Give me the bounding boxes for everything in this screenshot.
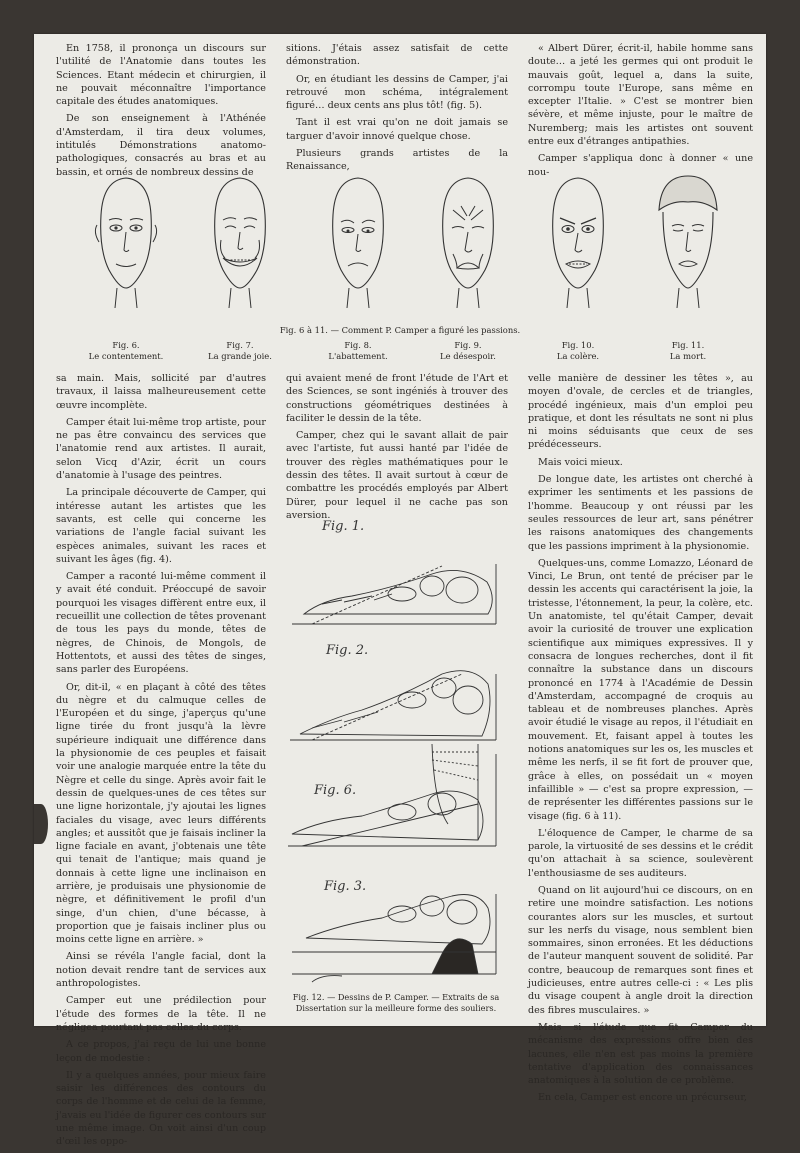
top-column-2 <box>286 42 508 178</box>
feet-caption: Fig. 12. — Dessins de P. Camper. — Extraits de sa Dissertation sur la meilleure forme des souliers. <box>292 992 500 1013</box>
top-column-3 <box>528 42 753 183</box>
face-colere-illustration <box>530 170 626 310</box>
paper-tear <box>34 804 48 844</box>
passions-figure <box>34 170 766 370</box>
paragraph: sa main. Mais, sollicité par d'autres travaux, il laissa malheureusement cette œuvre incomplète. <box>56 373 266 411</box>
face-mort-illustration <box>640 170 736 310</box>
face-desespoir-illustration <box>420 170 516 310</box>
paragraph: « Albert Dürer, écrit-il, habile homme sans doute… a jeté les germes qui ont produit le mauvais goût, lequel a, dans la suite, corrompu toute l'Europe, sans même en excepter l'Italie. » C'est se montrer bien sévère, et même injuste, pour le maître de Nuremberg; mais les artistes ont souvent entre eux d'étranges antipathies. <box>528 43 753 148</box>
paragraph: L'éloquence de Camper, le charme de sa parole, la virtuosité de ses dessins et le crédit qu'on attachait à sa science, soulevèrent l'enthousiasme de ses auditeurs. <box>528 827 753 879</box>
paragraph: A ce propos, j'ai reçu de lui une bonne leçon de modestie : <box>56 1039 266 1064</box>
face-abattement-illustration <box>310 170 406 310</box>
face-label: Fig. 10. La colère. <box>556 340 600 361</box>
foot-diagram-1 <box>292 564 496 624</box>
newspaper-page <box>34 34 766 1148</box>
face-label: Fig. 6. Le contentement. <box>88 340 164 361</box>
paragraph: De longue date, les artistes ont cherché à exprimer les sentiments et les passions de l'homme. Beaucoup y ont réussi par les seules ressources de leur art, sans pénétrer les raisons anatomiques des changements que les passions impriment à la physionomie. <box>528 474 753 552</box>
paragraph: Camper était lui-même trop artiste, pour ne pas être convaincu des services que l'anatomie rend aux artistes. Il aurait, selon Vicq d'Azir, écrit un cours d'anatomie à l'usage des peintres. <box>56 416 266 482</box>
paragraph: De son enseignement à l'Athénée d'Amsterdam, il tira deux volumes, intitulés Démonstrations anatomo-pathologiques, consacrés au bras et au bassin, et ornés de nombreux dessins de <box>56 113 266 178</box>
feet-skeleton-figure <box>282 504 512 990</box>
face-label: Fig. 7. La grande joie. <box>208 340 272 361</box>
fig-label: Fig. 2. <box>326 643 369 658</box>
passions-caption: Fig. 6 à 11. — Comment P. Camper a figuré les passions. <box>279 325 521 335</box>
paragraph: Ainsi se révéla l'angle facial, dont la notion devait rendre tant de services aux anthropologistes. <box>56 951 266 990</box>
paragraph: Camper a raconté lui-même comment il y avait été conduit. Préoccupé de savoir pourquoi les visages diffèrent entre eux, il recueillit une collection de têtes provenant de tous les pays du monde, têtes de nègres, de Chinois, de Mongols, de Hottentots, et aussi des têtes de singes, sans parler des Européens. <box>56 571 266 676</box>
fig-label: Fig. 3. <box>324 879 367 894</box>
paragraph: Or, en étudiant les dessins de Camper, j'ai retrouvé mon schéma, intégralement figuré… deux cents ans plus tôt! (fig. 5). <box>286 73 508 112</box>
paragraph: Camper, chez qui le savant allait de pair avec l'artiste, fut aussi hanté par l'idée de trouver des règles mathématiques pour le dessin des têtes. Il avait surtout à cœur de combattre les procédés employés par Albert Dürer, pour lequel il ne cache pas son aversion. <box>286 430 508 521</box>
face-label: Fig. 11. La mort. <box>669 340 707 361</box>
top-column-1 <box>56 42 266 183</box>
paragraph: sitions. J'étais assez satisfait de cette démonstration. <box>286 43 508 68</box>
face-label: Fig. 9. Le désespoir. <box>440 340 496 361</box>
fig-label: Fig. 6. <box>314 783 357 798</box>
lower-column-3 <box>528 372 753 1109</box>
paragraph: Mais si l'étude que fit Camper du mécanisme des expressions offre bien des lacunes, elle n'en est pas moins la première tentative d'application des connaissances anatomiques à la solution de ce problème. <box>528 1021 753 1087</box>
paragraph: Camper eut une prédilection pour l'étude des formes de la tête. Il ne négligea pourtant pas celles du corps. <box>56 995 266 1033</box>
paragraph: La principale découverte de Camper, qui intéresse autant les artistes que les savants, est celle qui concerne les variations de l'angle facial suivant les espèces animales, suivant les races et suivant les âges (fig. 4). <box>56 487 266 565</box>
paragraph: Tant il est vrai qu'on ne doit jamais se targuer d'avoir innové quelque chose. <box>286 117 508 142</box>
paragraph: Quand on lit aujourd'hui ce discours, on en retire une moindre satisfaction. Les notions courantes alors sur les muscles, et surtout sur les nerfs du visage, nous semblent bien sommaires, sinon erronées. Et les déductions de l'auteur manquent souvent de solidité. Par contre, beaucoup de remarques sont fines et judicieuses, entre autres celle-ci : « Les plis du visage coupent à angle droit la direction des fibres musculaires. » <box>528 884 753 1016</box>
fig-label: Fig. 1. <box>322 519 365 534</box>
foot-diagram-3 <box>292 894 496 982</box>
face-label: Fig. 8. L'abattement. <box>328 340 388 361</box>
paragraph: Quelques-uns, comme Lomazzo, Léonard de Vinci, Le Brun, ont tenté de préciser par le dessin les accents qui caractérisent la joie, la tristesse, l'étonnement, la peur, la colère, etc. Un anatomiste, tel qu'était Camper, devait avoir la curiosité de trouver une explication scientifique aux mimiques expressives. Il y consacra de longues recherches, dont il fit connaître la substance dans un discours prononcé en 1774 à l'Académie de Dessin d'Amsterdam, accompagné de croquis au tableau et de nombreuses planches. Après avoir étudié le visage au repos, il l'étudiait en mouvement. Et, faisant appel à toutes les notions anatomiques sur les os, les muscles et même les nerfs, il se fit fort de prouver que, grâce à elles, on possédait un « moyen infaillible » — c'est sa propre expression, — de représenter les différentes passions sur le visage (fig. 6 à 11). <box>528 557 753 822</box>
face-contentement-illustration <box>78 170 174 310</box>
lower-column-1 <box>56 372 266 1153</box>
paragraph: qui avaient mené de front l'étude de l'Art et des Sciences, se sont ingéniés à trouver des constructions géométriques destinées à faciliter le dessin de la tête. <box>286 373 508 424</box>
paragraph: velle manière de dessiner les têtes », au moyen d'ovale, de cercles et de triangles, procédé ingénieux, mais d'un emploi peu pratique, et dont les résultats ne sont ni plus ni moins séduisants que ceux de ses prédécesseurs. <box>528 373 753 451</box>
paragraph: En cela, Camper est encore un précurseur, <box>538 1092 747 1104</box>
paragraph: Il y a quelques années, pour mieux faire saisir les différences des contours du corps de l'homme et de celui de la femme, j'avais eu l'idée de figurer ces contours sur une même image. On voit ainsi d'un coup d'œil les oppo- <box>56 1069 266 1148</box>
paragraph: Mais voici mieux. <box>538 456 623 468</box>
face-grande-joie-illustration <box>192 170 288 310</box>
foot-diagram-2 <box>290 671 496 740</box>
paragraph: Camper s'appliqua donc à donner « une nou- <box>528 153 753 178</box>
paragraph: En 1758, il prononça un discours sur l'utilité de l'Anatomie dans toutes les Sciences. Etant médecin et chirurgien, il ne pouvait méconnaître l'importance capitale des études anatomiques. <box>56 43 266 108</box>
paragraph: Or, dit-il, « en plaçant à côté des têtes du nègre et du calmuque celles de l'Européen et du singe, j'aperçus qu'une ligne tirée du front jusqu'à la lèvre supérieure indiquait une différence dans la physionomie de ces peuples et faisait voir une analogie marquée entre la tête du Nègre et celle du singe. Après avoir fait le dessin de quelques-unes de ces têtes sur une ligne horizontale, j'y ajoutai les lignes faciales du visage, avec leurs différents angles; et aussitôt que je faisais incliner la ligne faciale en avant, j'obtenais une tête qui tenait de l'antique; mais quand je donnais à cette ligne une inclinaison en arrière, je produisais une physionomie de nègre, et définitivement le profil d'un singe, d'un chien, d'une bécasse, à proportion que je faisais incliner plus ou moins cette ligne en arrière. » <box>56 681 266 946</box>
paragraph: Plusieurs grands artistes de la Renaissance, <box>286 148 508 173</box>
